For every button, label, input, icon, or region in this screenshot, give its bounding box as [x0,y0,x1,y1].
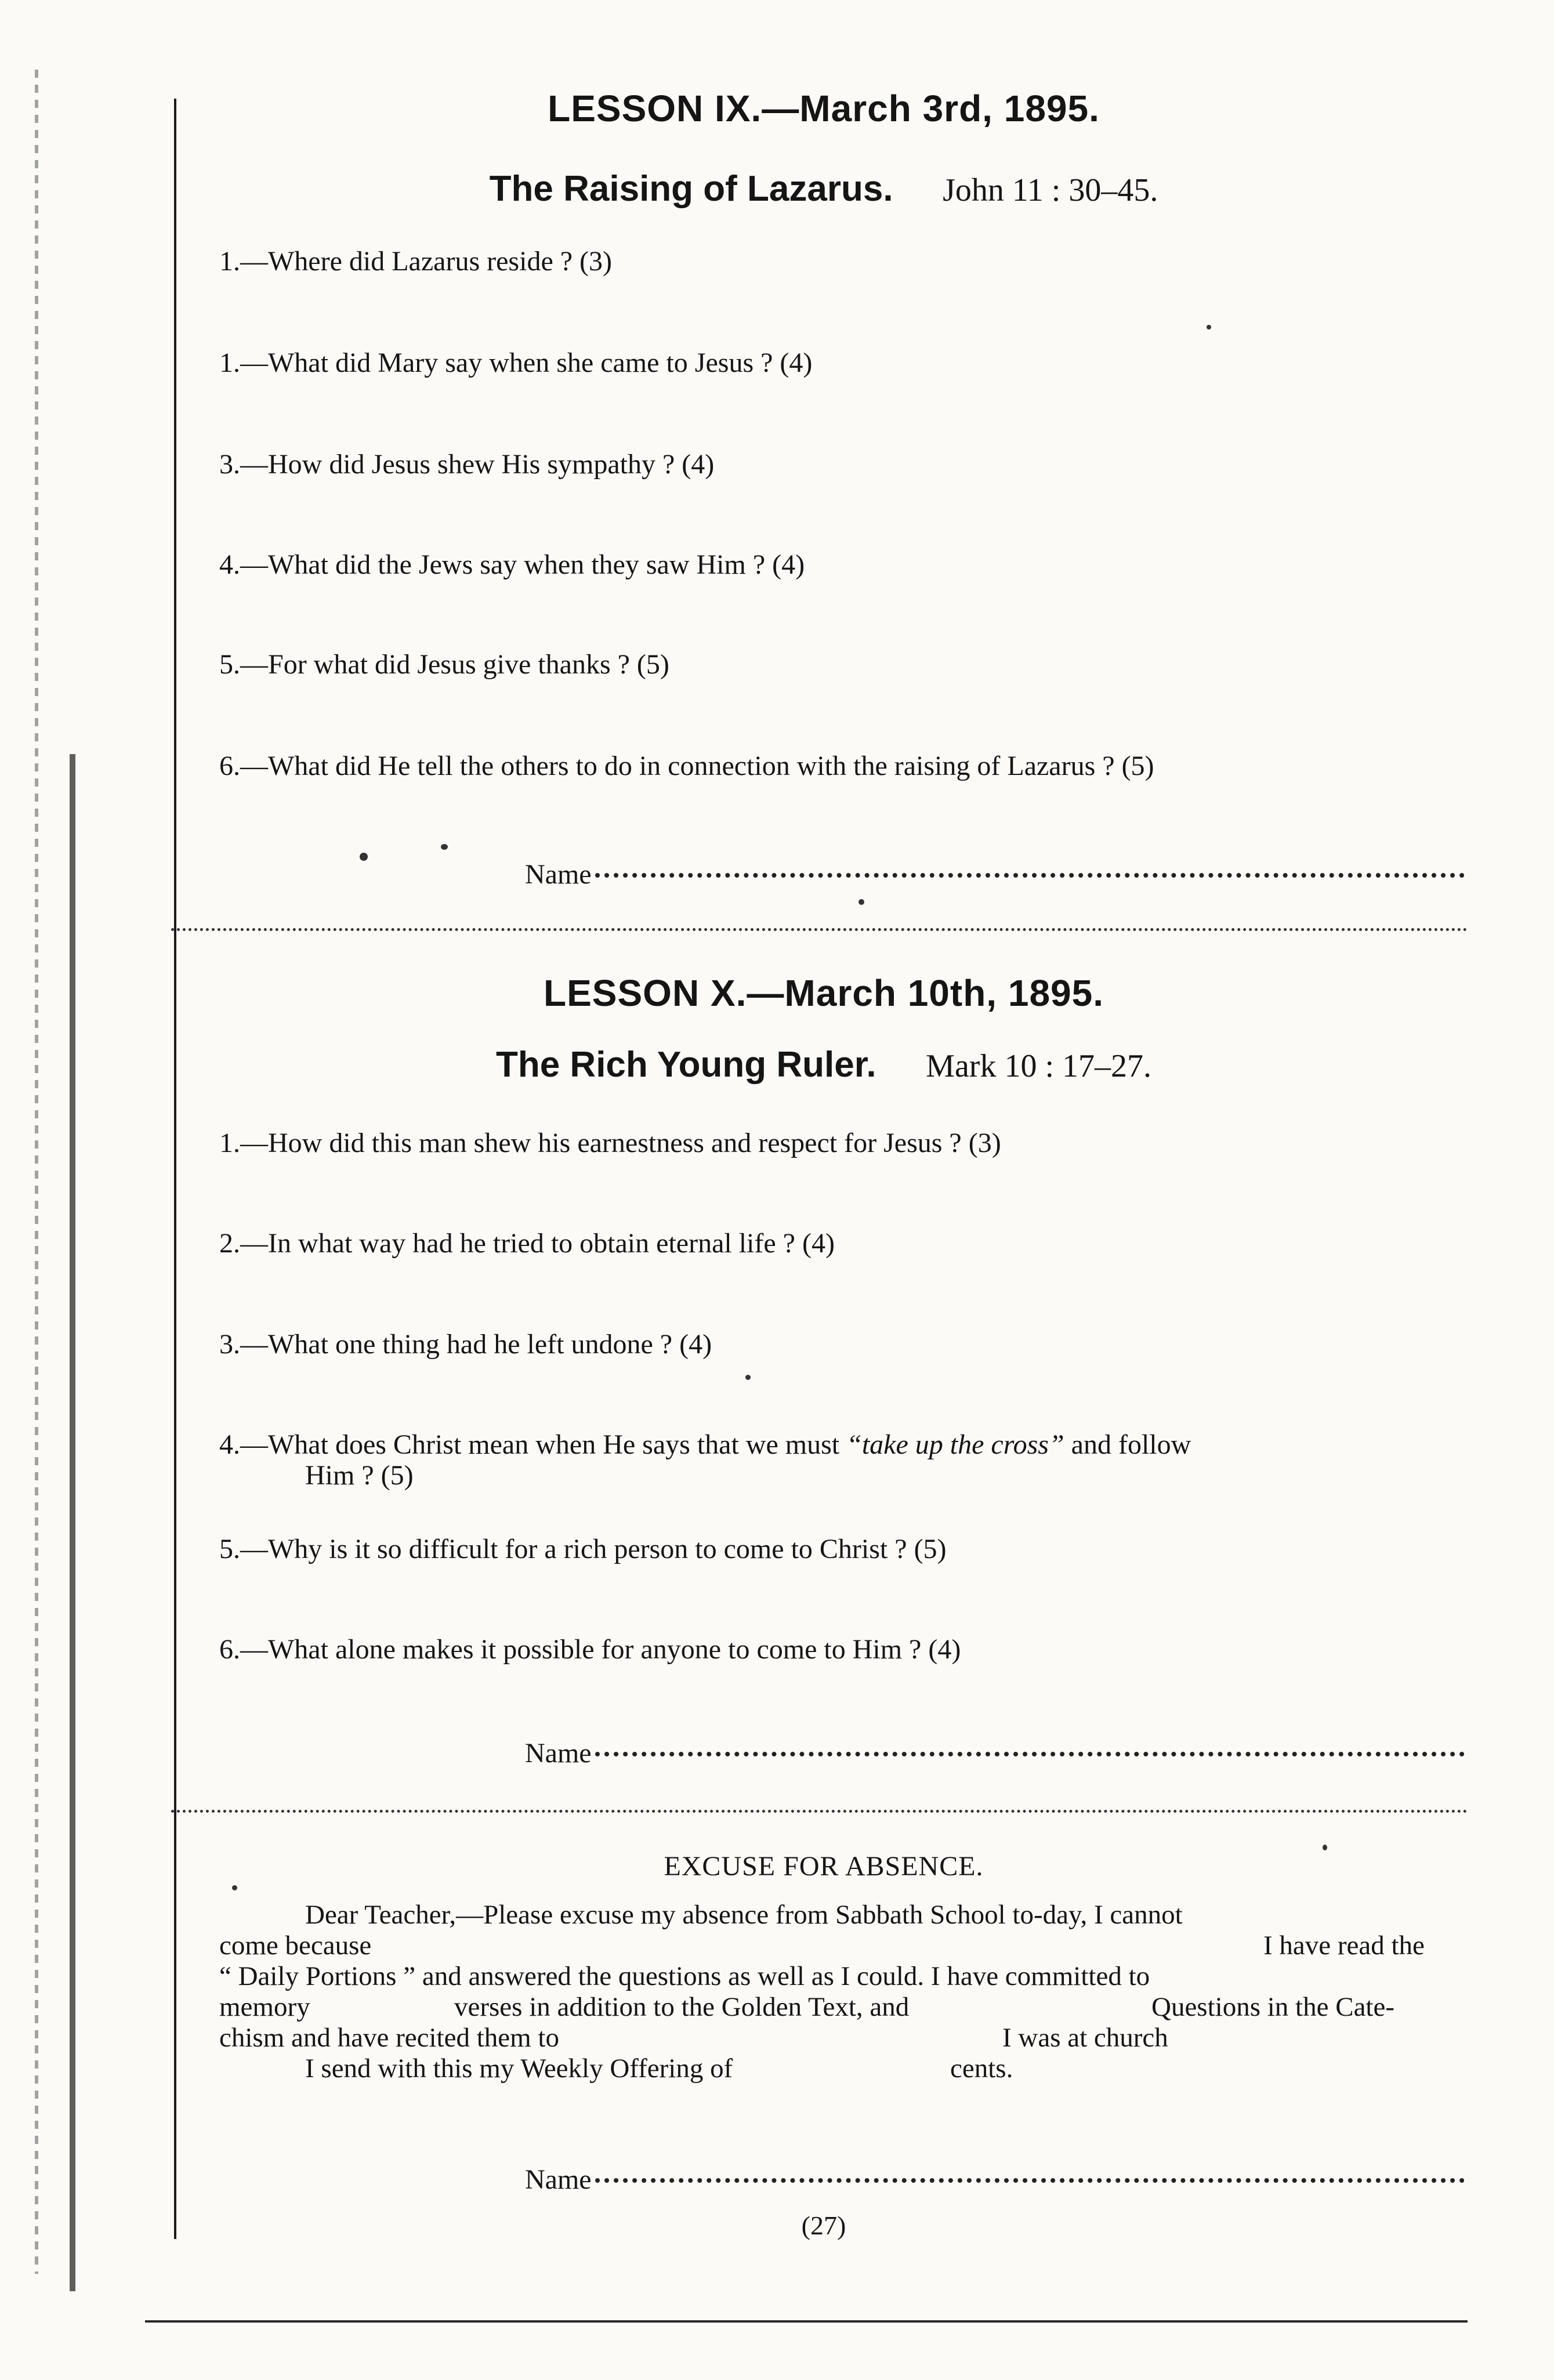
binding-edge [70,754,75,2291]
excuse-line-4-end: Questions in the Cate- [1151,1992,1395,2022]
excuse-line-2-start: come because [219,1930,372,1961]
lesson-x-question-6: 6.—What alone makes it possible for anyone to come to Him ? (4) [219,1634,961,1665]
excuse-line-2-end: I have read the [1263,1930,1425,1961]
lesson-ix-question-4: 4.—What did the Jews say when they saw Him ? (4) [219,549,805,580]
excuse-line-5-end: I was at church [1002,2023,1168,2053]
lesson-ix-reference: John 11 : 30–45. [943,172,1158,208]
lesson-x-question-4-quote: “take up the cross” [846,1429,1064,1460]
lesson-x-reference: Mark 10 : 17–27. [926,1048,1152,1084]
lesson-x-question-4 [219,1430,1449,1491]
excuse-body [219,1900,1466,2084]
page-edge-shadow [35,70,38,2274]
lesson-x-name-line [525,1737,1465,1769]
lesson-x-question-5: 5.—Why is it so difficult for a rich person to come to Christ ? (5) [219,1534,947,1564]
lesson-x-question-3: 3.—What one thing had he left undone ? (4) [219,1329,712,1360]
lesson-ix-question-1: 1.—Where did Lazarus reside ? (3) [219,246,613,277]
lesson-x-question-1: 1.—How did this man shew his earnestness and respect for Jesus ? (3) [219,1128,1001,1158]
ink-speck [1207,325,1211,329]
lesson-ix-name-line [525,858,1465,890]
lesson-ix-heading: LESSON IX.—March 3rd, 1895. [548,88,1100,129]
margin-rule [174,99,176,2239]
excuse-name-field[interactable] [595,2178,1465,2183]
lesson-ix-question-6: 6.—What did He tell the others to do in connection with the raising of Lazarus ? (5) [219,751,1154,781]
lesson-x-question-4-tail: and follow [1064,1429,1191,1460]
ink-speck [232,1885,237,1890]
lesson-ix-name-label: Name [525,859,592,890]
bottom-rule [145,2320,1468,2323]
lesson-x-heading: LESSON X.—March 10th, 1895. [544,972,1104,1014]
lesson-ix-question-3: 3.—How did Jesus shew His sympathy ? (4) [219,449,715,480]
separator-1 [171,928,1468,931]
excuse-line-4-middle: verses in addition to the Golden Text, and [454,1992,910,2022]
lesson-x-question-4-continuation: Him ? (5) [305,1459,414,1491]
lesson-x-name-label: Name [525,1738,592,1769]
excuse-line-6-start: I send with this my Weekly Offering of [305,2053,733,2084]
excuse-title: EXCUSE FOR ABSENCE. [664,1851,984,1882]
excuse-name-label: Name [525,2164,592,2195]
lesson-ix-title: The Raising of Lazarus. [489,169,893,209]
lesson-ix-name-field[interactable] [595,873,1465,878]
ink-speck [360,853,368,861]
excuse-line-3: “ Daily Portions ” and answered the questions as well as I could. I have committed to [219,1961,1150,1991]
excuse-line-1: Dear Teacher,—Please excuse my absence from Sabbath School to-day, I cannot [305,1900,1183,1930]
ink-speck [858,899,864,905]
lesson-ix-question-5: 5.—For what did Jesus give thanks ? (5) [219,649,669,680]
ink-speck [1323,1845,1327,1850]
excuse-line-5-start: chism and have recited them to [219,2023,559,2053]
separator-2 [171,1810,1468,1813]
lesson-x-question-2: 2.—In what way had he tried to obtain eternal life ? (4) [219,1228,835,1259]
ink-speck [745,1375,751,1380]
lesson-x-question-4-text: 4.—What does Christ mean when He says that we must [219,1429,847,1460]
ink-speck [441,844,448,850]
lesson-x-title: The Rich Young Ruler. [495,1045,876,1085]
lesson-ix-question-2: 1.—What did Mary say when she came to Jesus ? (4) [219,347,813,378]
lesson-x-subtitle [174,1044,1473,1086]
excuse-line-6-end: cents. [950,2053,1013,2084]
excuse-line-4-start: memory [219,1992,310,2022]
page-number: (27) [801,2211,846,2240]
lesson-x-name-field[interactable] [595,1752,1465,1756]
lesson-ix-subtitle [174,168,1473,210]
excuse-name-line [525,2164,1465,2196]
